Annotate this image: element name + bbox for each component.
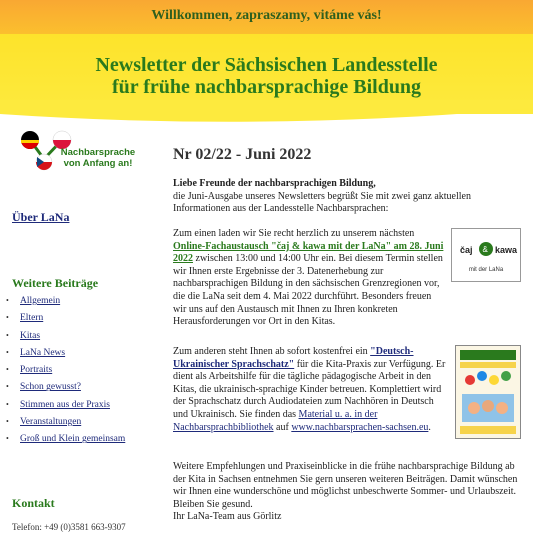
contact-phone: Telefon: +49 (0)3581 663-9307: [12, 522, 126, 532]
intro-text: die Juni-Ausgabe unseres Newsletters begrüßt Sie mit zwei ganz aktuellen Informationen aus der Landesstelle Nachbarsprachen:: [173, 190, 471, 215]
welcome-text: Willkommen, zapraszamy, vitáme vás!: [151, 8, 382, 23]
category-list: [6, 296, 125, 452]
paragraph-fachaustausch: Zum einen laden wir Sie recht herzlich zu unserem nächsten Online-Fachaustausch "čaj & kawa mit der LaNa" am 28. Juni 2022 zwischen 13:00 und 14:00 Uhr ein. Bei diesem Termin stellen wir Ihnen erste Ergebnisse der 3. Datenerhebung zur nachbarsprachigen Bildung in den sächsischen Grenzregionen vor, die die LaNa seit dem 4. Mai 2022 durchführt. Besonders freuen wir uns auf den Austausch mit Ihnen zu Ihren konkreten Herausforderungen vor Ort in den Kitas.: [173, 228, 444, 328]
category-item[interactable]: • Groß und Klein gemeinsam: [6, 434, 126, 445]
more-posts-heading: Weitere Beiträge: [12, 276, 99, 290]
category-item[interactable]: • Veranstaltungen: [6, 417, 82, 428]
header-title-line-1: Newsletter der Sächsischen Landesstelle: [95, 54, 438, 76]
paragraph-closing: Weitere Empfehlungen und Praxiseinblicke in die frühe nachbarsprachige Bildung ab der Kita in Sachsen entnehmen Sie gern unseren weiteren Beiträgen. Damit wünschen wir Ihnen eine wunderschöne und möglichst unbeschwerte Sommer- und Urlaubszeit. Bleiben Sie gesund. Ihr LaNa-Team aus Görlitz: [173, 461, 518, 523]
intro-paragraph: [173, 178, 523, 216]
greeting: Liebe Freunde der nachbarsprachigen Bildung,: [173, 178, 376, 189]
issue-title: Nr 02/22 - Juni 2022: [173, 146, 312, 163]
signature: Ihr LaNa-Team aus Görlitz: [173, 511, 282, 523]
fachaustausch-link[interactable]: Online-Fachaustausch "čaj & kawa mit der LaNa" am 28. Juni 2022: [173, 240, 444, 265]
category-item[interactable]: • Portraits: [6, 365, 53, 376]
german-flag-icon: [21, 131, 39, 149]
contact-heading: Kontakt: [12, 496, 55, 510]
header-title-line-2: für frühe nachbarsprachige Bildung: [111, 76, 422, 98]
category-item[interactable]: • Schon gewusst?: [6, 382, 81, 393]
category-item[interactable]: • Eltern: [6, 313, 44, 324]
svg-text:&: &: [482, 245, 488, 254]
category-item[interactable]: • Kitas: [6, 330, 41, 341]
sprachschatz-link[interactable]: "Deutsch-Ukrainischer Sprachschatz": [173, 346, 414, 370]
category-item[interactable]: • LaNa News: [6, 347, 66, 358]
welcome-banner: [0, 0, 533, 34]
logo-text: Nachbarsprache von Anfang an!: [60, 147, 136, 169]
category-item[interactable]: • Allgemein: [6, 296, 61, 306]
czech-flag-icon: [36, 154, 52, 170]
kawa-caption: mit der LaNa: [468, 267, 504, 273]
kawa-word-1: čaj: [460, 245, 473, 255]
category-item[interactable]: • Stimmen aus der Praxis: [6, 399, 110, 410]
paragraph-sprachschatz: Zum anderen steht Ihnen ab sofort kostenfrei ein "Deutsch-Ukrainischer Sprachschatz" für die Kita-Praxis zur Verfügung. Er dient als Arbeitshilfe für die tägliche pädagogische Arbeit in den Kitas, die ukrainisch-sprachige Kinder betreuen. Komplettiert wird der Sprachschatz durch Audiodateien zum Nachhören in Deutsch und Ukrainisch. Sie finden das Material u. a. in der Nachbarsprachbibliothek auf www.nachbarsprachen-sachsen.eu.: [173, 346, 446, 433]
kawa-word-2: kawa: [495, 245, 518, 255]
sprachschatz-cover-image[interactable]: [455, 345, 521, 439]
caj-kawa-image[interactable]: [451, 228, 521, 282]
bibliothek-link[interactable]: Material u. a. in der Nachbarsprachbibliothek: [173, 408, 378, 433]
website-link[interactable]: www.nachbarsprachen-sachsen.eu: [291, 421, 429, 433]
about-lana-link[interactable]: Über LaNa: [12, 210, 70, 224]
